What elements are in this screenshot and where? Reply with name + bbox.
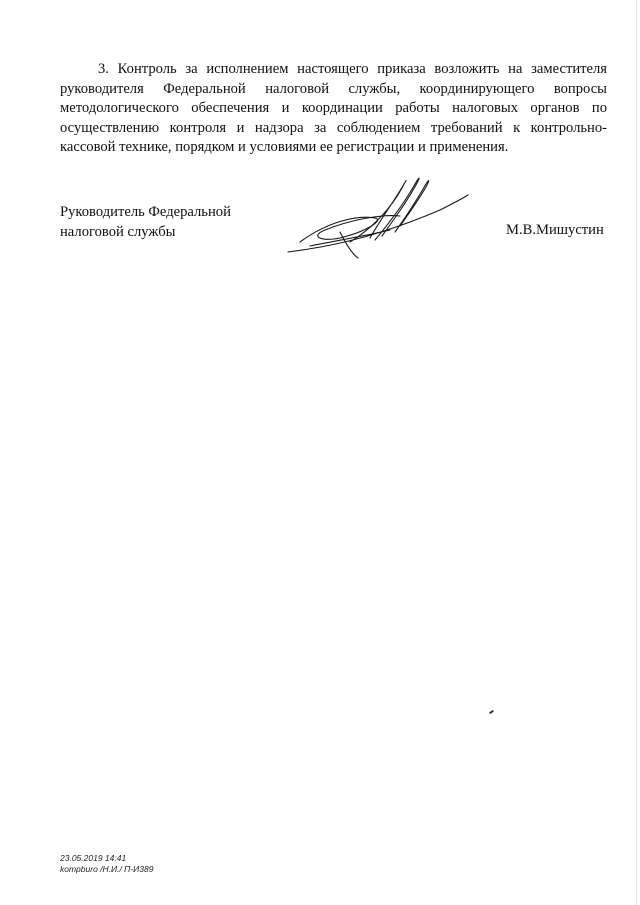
footer-timestamp: 23.05.2019 14:41 <box>60 853 127 863</box>
handwritten-signature <box>280 170 475 260</box>
scan-speck <box>489 710 494 715</box>
signer-name: М.В.Мишустин <box>506 222 604 238</box>
scan-edge-line <box>636 0 637 905</box>
footer-reference: kompburo /Н.И./ П-И389 <box>60 863 154 874</box>
signer-title-line-1: Руководитель Федеральной <box>60 204 231 220</box>
signer-title <box>60 203 300 242</box>
footer <box>60 853 153 874</box>
paragraph-3: 3. Контроль за исполнением настоящего приказа возложить на заместителя руководителя Федеральной налоговой службы, координирующего вопросы методологического обеспечения и координации работы налоговых органов по осуществлению контроля и надзора за соблюдением требований к контрольно-кассовой технике, порядком и условиями ее регистрации и применения. <box>60 61 607 156</box>
signer-title-line-2: налоговой службы <box>60 223 176 240</box>
